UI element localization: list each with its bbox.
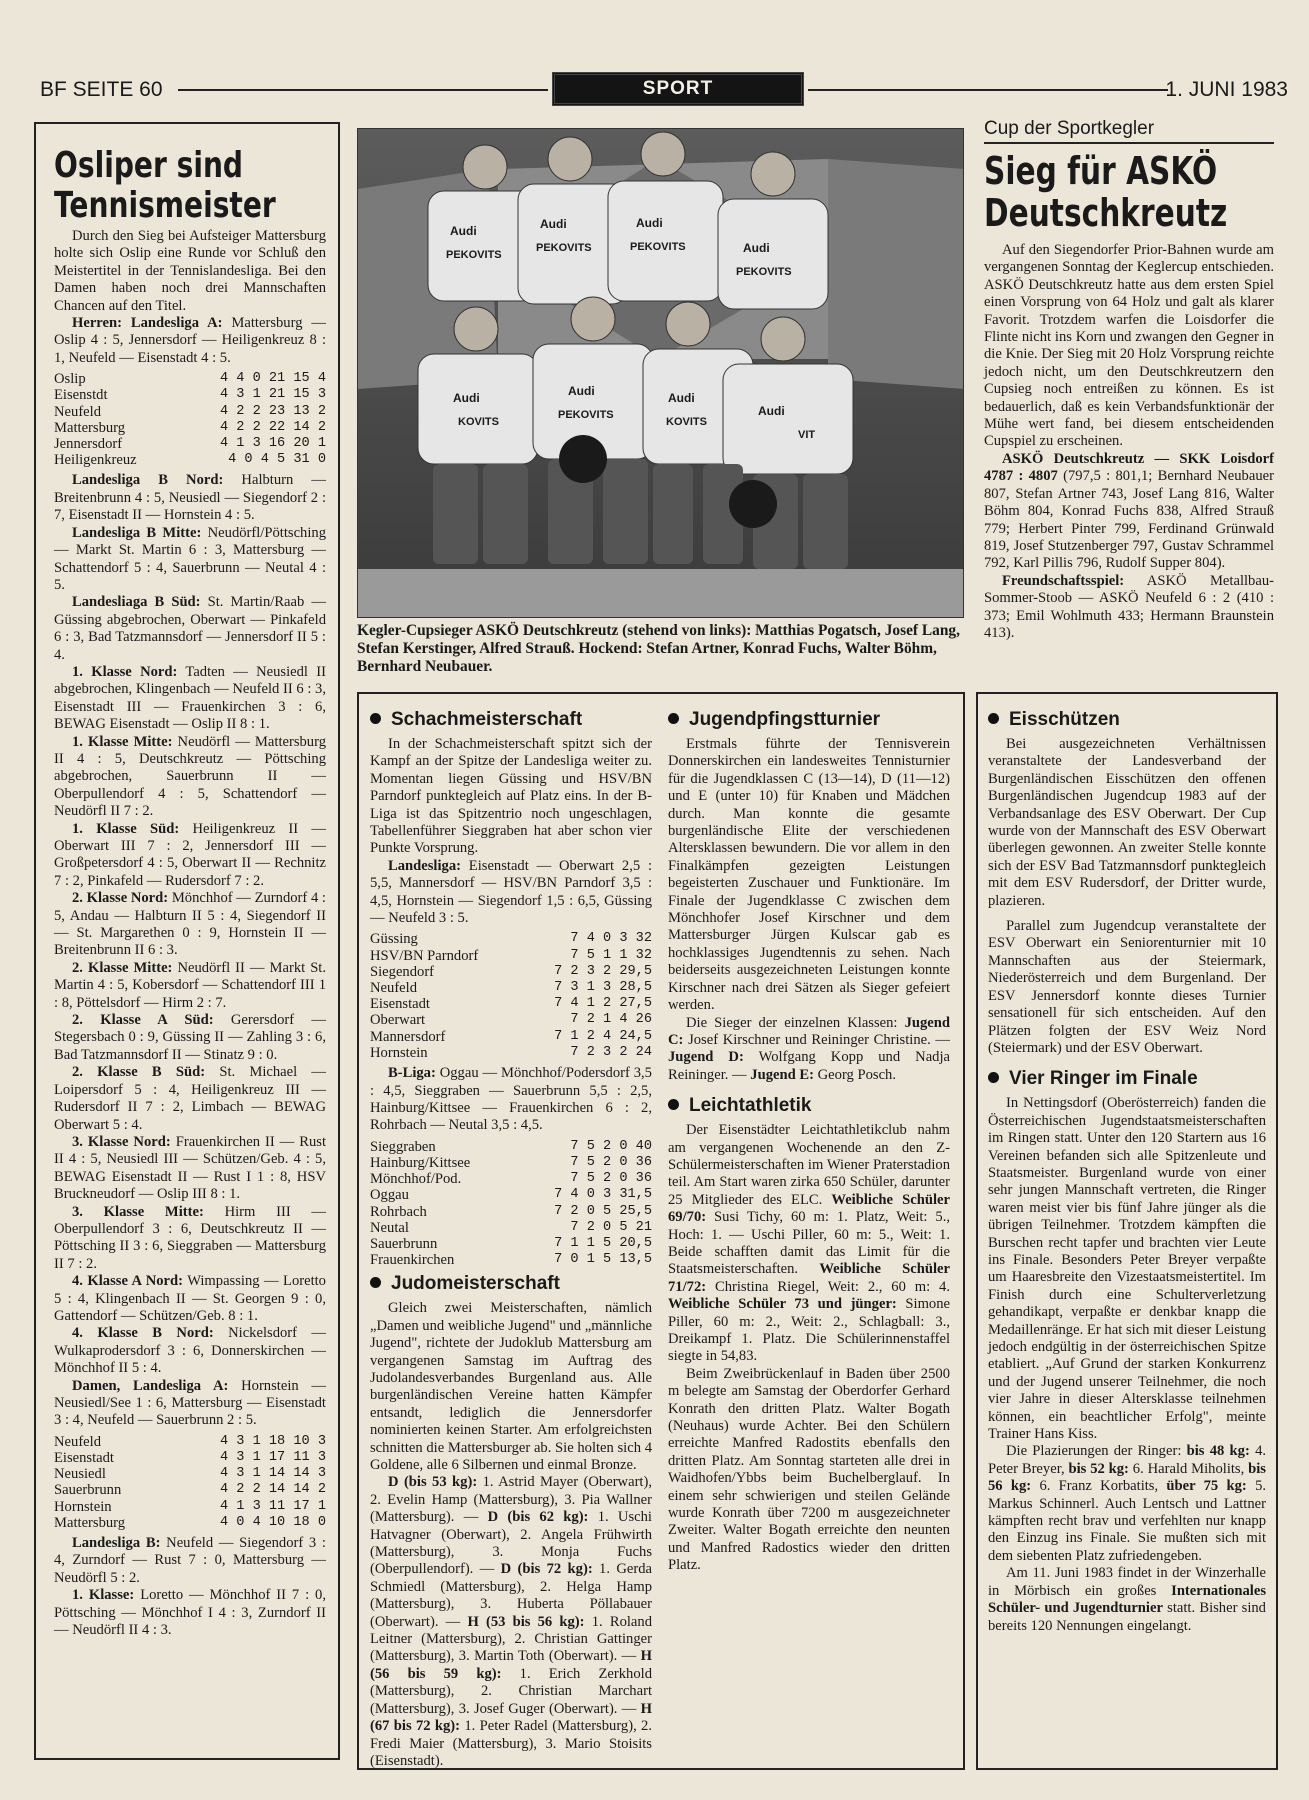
tennis-results: 1. Klasse Mitte: Neudörfl — Mattersburg II 4 : 5, Deutschkreutz — Pöttsching abgebrochen, Sauerbrunn II — Oberpullendorf 4 : 5, Schattendorf — Neudörfl II 7 : 2.: [54, 733, 326, 820]
schach-table-landesliga: [370, 931, 652, 1061]
bullet-icon: [370, 1277, 381, 1288]
tennis-table-landesliga-a: [54, 371, 326, 468]
tennis-herren: Herren: Landesliga A: Mattersburg — Oslip 4 : 5, Jennersdorf — Heiligenkreuz 8 : 1, Neufeld — Eisenstadt 4 : 5.: [54, 315, 326, 366]
kegler-kicker: Cup der Sportkegler: [984, 118, 1155, 139]
kegler-article: [984, 150, 1274, 642]
table-row: Sieggraben 7 5 2 0 40: [370, 1138, 652, 1155]
shirt-text: PEKOVITS: [630, 241, 686, 253]
tennis-headline-2: Tennismeister: [54, 185, 276, 226]
table-row: Oggau 7 4 0 3 31,5: [370, 1187, 652, 1204]
tennis-results: 2. Klasse Nord: Mönchhof — Zurndorf 4 : 5, Andau — Halbturn II 5 : 4, Siegendorf II — St. Margarethen 0 : 9, Hornstein II — Breitenbrunn II 6 : 3.: [54, 890, 326, 959]
bullet-icon: [668, 1099, 679, 1110]
tennis-results: Landesliga B Nord: Halbturn — Breitenbrunn 4 : 5, Neusiedl — Siegendorf 2 : 7, Eisenstadt II — Hornstein 4 : 5.: [54, 472, 326, 524]
schach-title: Schachmeisterschaft: [370, 708, 652, 732]
table-row: Jennersdorf 4 1 3 16 20 1: [54, 436, 326, 453]
tennis-results: Damen, Landesliga A: Hornstein — Neusiedl/See 1 : 6, Mattersburg — Eisenstadt 3 : 4, Neufeld — Sauerbrunn 2 : 5.: [54, 1377, 326, 1429]
team-photo: [357, 128, 964, 618]
tennis-intro: Durch den Sieg bei Aufsteiger Mattersburg holte sich Oslip eine Runde vor Schluß den Meistertitel in der Tennislandesliga. Bei den Damen haben noch drei Mannschaften Chancen auf den Titel.: [54, 228, 326, 314]
kegler-headline-1: Sieg für ASKÖ: [984, 149, 1218, 193]
judo-body: Gleich zwei Meisterschaften, nämlich „Damen und weibliche Jugend" und „männliche Jugend", richtete der Judoklub Mattersburg am vergangenen Samstag im Auftrag des Judolandesverbandes Burgenland aus. Alle burgenländischen Vereine hatten Kämpfer entsandt, lediglich die Jennersdorfer nominierten keinen Starter. Am erfolgreichsten schnitten die Mattersburger ab. Sie holten sich 4 Goldene, alle 6 Silbernen und einmal Bronze.: [370, 1300, 652, 1473]
shirt-logo: Audi: [743, 241, 770, 255]
table-row: Frauenkirchen 7 0 1 5 13,5: [370, 1252, 652, 1269]
tennis-results: 2. Klasse B Süd: St. Michael — Loipersdorf 5 : 4, Heiligenkreuz III — Rudersdorf II 7 : 2, Limbach — BEWAG Oberwart 5 : 4.: [54, 1064, 326, 1133]
eis-body-1: Bei ausgezeichneten Verhältnissen veranstaltete der Landesverband der Burgenländischen Eisschützen den offenen Burgenländischen Jugendcup 1983 auf der Verbandsanlage des ESV Oberwart. Der Cup wurde von der Mannschaft des ESV Oberwart überlegen gewonnen. An zweiter Stelle konnte sich der ESV Bad Tatzmannsdorf punktegleich mit dem ESV Rudersdorf, der Dritter wurde, plazieren.: [988, 736, 1266, 909]
jugend-leicht-column: [668, 704, 950, 1575]
table-row: Heiligenkreuz 4 0 4 5 31 0: [54, 452, 326, 469]
team-photo-illustration: [358, 129, 964, 618]
judo-title: Judomeisterschaft: [370, 1272, 652, 1296]
shirt-logo: Audi: [450, 224, 477, 238]
shirt-logo: Audi: [668, 391, 695, 405]
table-row: Hainburg/Kittsee 7 5 2 0 36: [370, 1154, 652, 1171]
leicht-body: Der Eisenstädter Leichtathletikclub nahm am vergangenen Wochenende an den Z-Schülermeisterschaften im Wiener Praterstadion teil. Am Start waren zirka 650 Schüler, darunter 25 Mitglieder des ELC. Weibliche Schüler 69/70: Susi Tichy, 60 m: 1. Platz, Weit: 5., Hoch: 1. — Uschi Piller, 60 m: 5., Weit: 1. Beide schafften damit das Limit für die Staatsmeisterschaften. Weibliche Schüler 71/72: Christina Riegel, Weit: 2., 60 m: 4. Weibliche Schüler 73 und jünger: Simone Piller, 60 m: 2., Weit: 2., Schlagball: 3., Dreikampf 1. Platz. Die Schülerinnenstaffel siegte in 54,83.: [668, 1122, 951, 1365]
bullet-icon: [988, 1072, 999, 1083]
tennis-headline-1: Osliper sind: [54, 145, 244, 186]
tennis-results: Landesliga B: Neufeld — Siegendorf 3 : 4, Zurndorf — Rust 7 : 0, Mattersburg — Neudörfl 5 : 2.: [54, 1535, 326, 1586]
shirt-text: PEKOVITS: [558, 409, 614, 421]
tennis-results: 4. Klasse A Nord: Wimpassing — Loretto 5 : 4, Klingenbach II — St. Georgen 9 : 0, Gattendorf — Schützen/Geb. 8 : 1.: [54, 1273, 326, 1324]
table-row: Mönchhof/Pod. 7 5 2 0 36: [370, 1171, 652, 1188]
ringer-title: Vier Ringer im Finale: [988, 1067, 1266, 1091]
table-row: Neufeld 4 2 2 23 13 2: [54, 403, 326, 420]
bullet-icon: [370, 713, 381, 724]
kegler-headline-2: Deutschkreutz: [984, 191, 1228, 235]
shirt-text: VIT: [798, 429, 816, 441]
shirt-text: PEKOVITS: [446, 249, 502, 261]
kicker-rule: [984, 142, 1274, 144]
tennis-table-damen: [54, 1434, 326, 1531]
shirt-text: KOVITS: [458, 416, 499, 428]
shirt-text: KOVITS: [666, 416, 707, 428]
table-row: Eisenstadt 7 4 1 2 27,5: [370, 996, 652, 1013]
jugend-body: Erstmals führte der Tennisverein Donnerskirchen ein landesweites Tennisturnier für die Jugendklassen C (13—14), D (11—12) und E (unter 10) für Knaben und Mädchen durch. Man konnte die gesamte burgenländische Elite der verschiedenen Altersklassen bewundern. Die vor allem in den Finalkämpfen gezeigten Leistungen begeisterten Zuschauer und Funktionäre. Im Finale der Jugendklasse C zwischen dem Mönchhofer Josef Kirschner und dem Mattersburger Jürgen Kulscar gab es hochklassiges Jugendtennis zu sehen. Nach beiderseits ausgezeichneten Leistungen konnte Kirschner nach drei Sätzen als Sieger gefeiert werden.: [668, 736, 950, 1014]
shirt-logo: Audi: [636, 216, 663, 230]
table-row: Güssing 7 4 0 3 32: [370, 931, 652, 948]
ringer-body-1: In Nettingsdorf (Oberösterreich) fanden die Österreichischen Jugendstaatsmeisterschaften im Ringen statt. Unter den 120 Startern aus 16 Vereinen befanden sich alle Spitzenleute und Staatsmeister. Burgenland wurde von einer sehr jungen Mannschaft vertreten, die Ringer waren meist vier bis fünf Jahre jünger als die übrigen Teilnehmer. Trotzdem kämpften die Burschen recht tapfer und brachten vier Leute ins Finale. Besonders Peter Breyer verpaßte um Haaresbreite den Vizestaatsmeistertitel. Im Finish durch eine Schulterverletzung gehandikapt, verpaßte er denkbar knapp die Medaillenränge. Er hat sich mit dieser Leistung jedoch endgültig in der österreichischen Spitze etabliert. „Auf Grund der starken Konkurrenz und der Jugend unserer Teilnehmer, die noch vier Jahre in dieser Altersklasse teilnehmen können, ein beachtlicher Erfolg", meinte Trainer Hans Kiss.: [988, 1095, 1266, 1443]
schach-judo-column: [370, 704, 652, 1770]
table-row: Hornstein 7 2 3 2 24: [370, 1044, 652, 1061]
kegler-body: Auf den Siegendorfer Prior-Bahnen wurde am vergangenen Sonntag der Keglercup entschieden. ASKÖ Deutschkreutz hatte aus dem ersten Spiel einen Vorsprung von 64 Holz und galt als klarer Favorit. Trotzdem warfen die Loisdorfer die Flinte nicht ins Korn und zwangen den Gegner in die Knie. Der Sieg mit 20 Holz Vorsprung reichte jedoch nicht, um den Deutschkreutzern den Cupsieg noch entreißen zu können. Es ist bedauerlich, daß es kein Verbandsfunktionär der Mühe wert fand, bei diesem entscheidenden Cupspiel zu erscheinen.: [984, 242, 1274, 450]
tennis-results: 1. Klasse Süd: Heiligenkreuz II — Oberwart III 7 : 2, Jennersdorf III — Großpetersdorf 4 : 5, Oberwart II — Rechnitz 7 : 2, Pinkafeld — Rudersdorf 7 : 2.: [54, 820, 326, 889]
shirt-text: PEKOVITS: [536, 242, 592, 254]
tennis-results: 4. Klasse B Nord: Nickelsdorf — Wulkaprodersdorf 3 : 6, Donnerskirchen — Mönchhof II 5 : 4.: [54, 1325, 326, 1377]
schach-intro: In der Schachmeisterschaft spitzt sich der Kampf an der Spitze der Landesliga weiter zu. Momentan liegen Güssing und HSV/BN Parndorf punktegleich auf Platz eins. In der B-Liga ist das Spitzentrio noch ungeschlagen, Tabellenführer Sieggraben hat aber schon vier Punkte Vorsprung.: [370, 736, 652, 857]
table-row: Rohrbach 7 2 0 5 25,5: [370, 1203, 652, 1220]
header-rule-left: [178, 89, 548, 91]
table-row: Mattersburg 4 2 2 22 14 2: [54, 419, 326, 436]
table-row: Sauerbrunn 7 1 1 5 20,5: [370, 1235, 652, 1252]
bullet-icon: [668, 713, 679, 724]
shirt-logo: Audi: [540, 217, 567, 231]
tennis-results: 3. Klasse Mitte: Hirm III — Oberpullendorf 3 : 6, Deutschkreutz II — Pöttsching II 3 : 6, Sieggraben — Mattersburg II 7 : 2.: [54, 1203, 326, 1272]
table-row: Oslip 4 4 0 21 15 4: [54, 371, 326, 388]
table-row: Sauerbrunn 4 2 2 14 14 2: [54, 1482, 326, 1499]
tennis-results: 1. Klasse: Loretto — Mönchhof II 7 : 0, Pöttsching — Mönchhof I 4 : 3, Zurndorf II — Neudörfl II 4 : 3.: [54, 1587, 326, 1639]
table-row: Hornstein 4 1 3 11 17 1: [54, 1498, 326, 1515]
kegler-friendly: Freundschaftsspiel: ASKÖ Metallbau-Sommer-Stoob — ASKÖ Neufeld 6 : 2 (410 : 373; Emil Wohlmuth 433; Hermann Braunstein 413).: [984, 572, 1274, 641]
ringer-placings: Die Plazierungen der Ringer: bis 48 kg: 4. Peter Breyer, bis 52 kg: 6. Harald Miholits, bis 56 kg: 6. Franz Korbatits, über 75 kg: 5. Markus Schinnerl. Auch Lentsch und Lattner kämpften recht brav und verfehlten nur knapp den Einzug ins Finale. Sie mußten sich mit dem siebenten Platz zufriedengeben.: [988, 1443, 1267, 1564]
photo-caption: Kegler-Cupsieger ASKÖ Deutschkreutz (stehend von links): Matthias Pogatsch, Josef Lang, Stefan Kerstinger, Alfred Strauß. Hockend: Stefan Artner, Konrad Fuchs, Walter Böhm, Bernhard Neubauer.: [357, 622, 960, 675]
shirt-logo: Audi: [453, 391, 480, 405]
table-row: Eisenstdt 4 3 1 21 15 3: [54, 387, 326, 404]
shirt-logo: Audi: [758, 404, 785, 418]
table-row: Neutal 7 2 0 5 21: [370, 1219, 652, 1236]
table-row: Oberwart 7 2 1 4 26: [370, 1012, 652, 1029]
tennis-article: [54, 146, 326, 1639]
shirt-text: PEKOVITS: [736, 266, 792, 278]
bullet-icon: [988, 713, 999, 724]
schach-table-bliga: [370, 1139, 652, 1269]
eis-body-2: Parallel zum Jugendcup veranstaltete der ESV Oberwart ein Seniorenturnier mit 10 Mannschaften aus der Steiermark, Niederösterreich und dem Burgenland. Der ESV Jennersdorf konnte dieses Turnier sensationell für sich entscheiden. Auf den Plätzen folgten der ESV Weiz Nord (Steiermark) und der ESV Oberwart.: [988, 918, 1266, 1056]
table-row: Eisenstadt 4 3 1 17 11 3: [54, 1450, 326, 1467]
tennis-results: 3. Klasse Nord: Frauenkirchen II — Rust II 4 : 5, Neusiedl III — Schützen/Geb. 4 : 5, BEWAG Eisenstadt II — Rust I 1 : 8, HSV Bruckneudorf — Oslip III 8 : 1.: [54, 1133, 327, 1203]
table-row: Siegendorf 7 2 3 2 29,5: [370, 963, 652, 980]
page-header: [38, 72, 1288, 112]
table-row: Neufeld 4 3 1 18 10 3: [54, 1433, 326, 1450]
issue-date: 1. JUNI 1983: [1165, 78, 1288, 101]
header-rule-right: [808, 89, 1168, 91]
jugend-title: Jugendpfingstturnier: [668, 708, 950, 732]
schach-bliga: B-Liga: Oggau — Mönchhof/Podersdorf 3,5 : 4,5, Sieggraben — Sauerbrunn 5,5 : 2,5, Hainburg/Kittsee — Frauenkirchen 6 : 2, Rohrbach — Neutal 3,5 : 4,5.: [370, 1065, 652, 1134]
table-row: Neufeld 7 3 1 3 28,5: [370, 980, 652, 997]
eis-title: Eisschützen: [988, 708, 1266, 732]
jugend-winners: Die Sieger der einzelnen Klassen: Jugend C: Josef Kirschner und Reininger Christine. — Jugend D: Wolfgang Kopp und Nadja Reininger. — Jugend E: Georg Posch.: [668, 1014, 951, 1083]
tennis-results: Landesliga B Mitte: Neudörfl/Pöttsching — Markt St. Martin 6 : 3, Mattersburg — Schattendorf 5 : 4, Sauerbrunn — Neutal 4 : 5.: [54, 524, 326, 593]
table-row: HSV/BN Parndorf 7 5 1 1 32: [370, 947, 652, 964]
ringer-body-3: Am 11. Juni 1983 findet in der Winzerhalle in Mörbisch ein großes Internationales Schüler- und Jugendturnier statt. Bisher sind bereits 120 Nennungen eingelangt.: [988, 1565, 1266, 1634]
tennis-results: 2. Klasse A Süd: Gerersdorf — Stegersbach 0 : 9, Güssing II — Zahling 3 : 6, Bad Tatzmannsdorf II — Stinatz 9 : 0.: [54, 1012, 326, 1063]
table-row: Neusiedl 4 3 1 14 14 3: [54, 1466, 326, 1483]
tennis-results: 1. Klasse Nord: Tadten — Neusiedl II abgebrochen, Klingenbach — Neufeld II 6 : 3, Eisenstadt III — Frauenkirchen 3 : 6, BEWAG Eisenstadt — Oslip II 8 : 1.: [54, 663, 327, 733]
shirt-logo: Audi: [568, 384, 595, 398]
judo-results: D (bis 53 kg): 1. Astrid Mayer (Oberwart), 2. Evelin Hamp (Mattersburg), 3. Pia Wallner (Mattersburg). — D (bis 62 kg): 1. Uschi Hatvagner (Oberwart), 2. Angela Frühwirth (Mattersburg), 3. Monja Fuchs (Oberpullendorf). — D (bis 72 kg): 1. Gerda Schmiedl (Mattersburg), 2. Helga Hamp (Mattersburg), 3. Huberta Pöllabauer (Oberwart). — H (53 bis 56 kg): 1. Roland Leitner (Mattersburg), 2. Christian Gattinger (Mattersburg), 3. Martin Toth (Oberwart). — H (56 bis 59 kg): 1. Erich Zerkhold (Mattersburg), 2. Christian Marchart (Mattersburg), 3. Josef Guger (Oberwart). — H (67 bis 72 kg): 1. Peter Radel (Mattersburg), 2. Fredi Maier (Mattersburg), 3. Mario Stoisits (Eisenstadt).: [370, 1474, 653, 1769]
eis-ringer-column: [988, 704, 1266, 1635]
schach-landesliga: Landesliga: Eisenstadt — Oberwart 2,5 : 5,5, Mannersdorf — HSV/BN Parndorf 3,5 : 4,5, Hornstein — Siegendorf 1,5 : 6,5, Güssing — Neufeld 3 : 5.: [370, 857, 652, 927]
tennis-results: Landesliaga B Süd: St. Martin/Raab — Güssing abgebrochen, Oberwart — Pinkafeld 6 : 3, Bad Tatzmannsdorf — Jennersdorf II 5 : 4.: [54, 594, 326, 663]
table-row: Mannersdorf 7 1 2 4 24,5: [370, 1028, 652, 1045]
tennis-results: 2. Klasse Mitte: Neudörfl II — Markt St. Martin 4 : 5, Kobersdorf — Schattendorf III 1 : 8, Pöttelsdorf — Hirm 2 : 7.: [54, 959, 327, 1011]
section-badge: SPORT: [552, 72, 804, 106]
kegler-result: ASKÖ Deutschkreutz — SKK Loisdorf 4787 : 4807 (797,5 : 801,1; Bernhard Neubauer 807, Stefan Artner 743, Josef Lang 816, Walter Böhm 804, Konrad Fuchs 838, Alfred Strauß 779; Herbert Pinter 799, Ferdinand Grünwald 819, Josef Stutzenberger 797, Gustav Schrammel 792, Karl Pillis 796, Rudolf Supper 804).: [984, 450, 1274, 572]
leicht-title: Leichtathletik: [668, 1094, 950, 1118]
page-label: BF SEITE 60: [40, 78, 163, 101]
leicht-body-2: Beim Zweibrückenlauf in Baden über 2500 m belegte am Samstag der Oberdorfer Gerhard Konrath den dritten Platz. Walter Bogath (Neuhaus) wurde Achter. Bei den Schülern erreichte Manfred Radostits ebenfalls den dritten Platz. Am Sonntag starteten alle drei in Waidhofen/Ybbs beim Buchelberglauf. In einem sehr schwierigen und steilen Gelände wurde Konrath über 7200 m ausgezeichneter Zweiter. Walter Bogath erreichte den neunten und Manfred Radostics wieder den dritten Platz.: [668, 1365, 950, 1574]
table-row: Mattersburg 4 0 4 10 18 0: [54, 1514, 326, 1531]
